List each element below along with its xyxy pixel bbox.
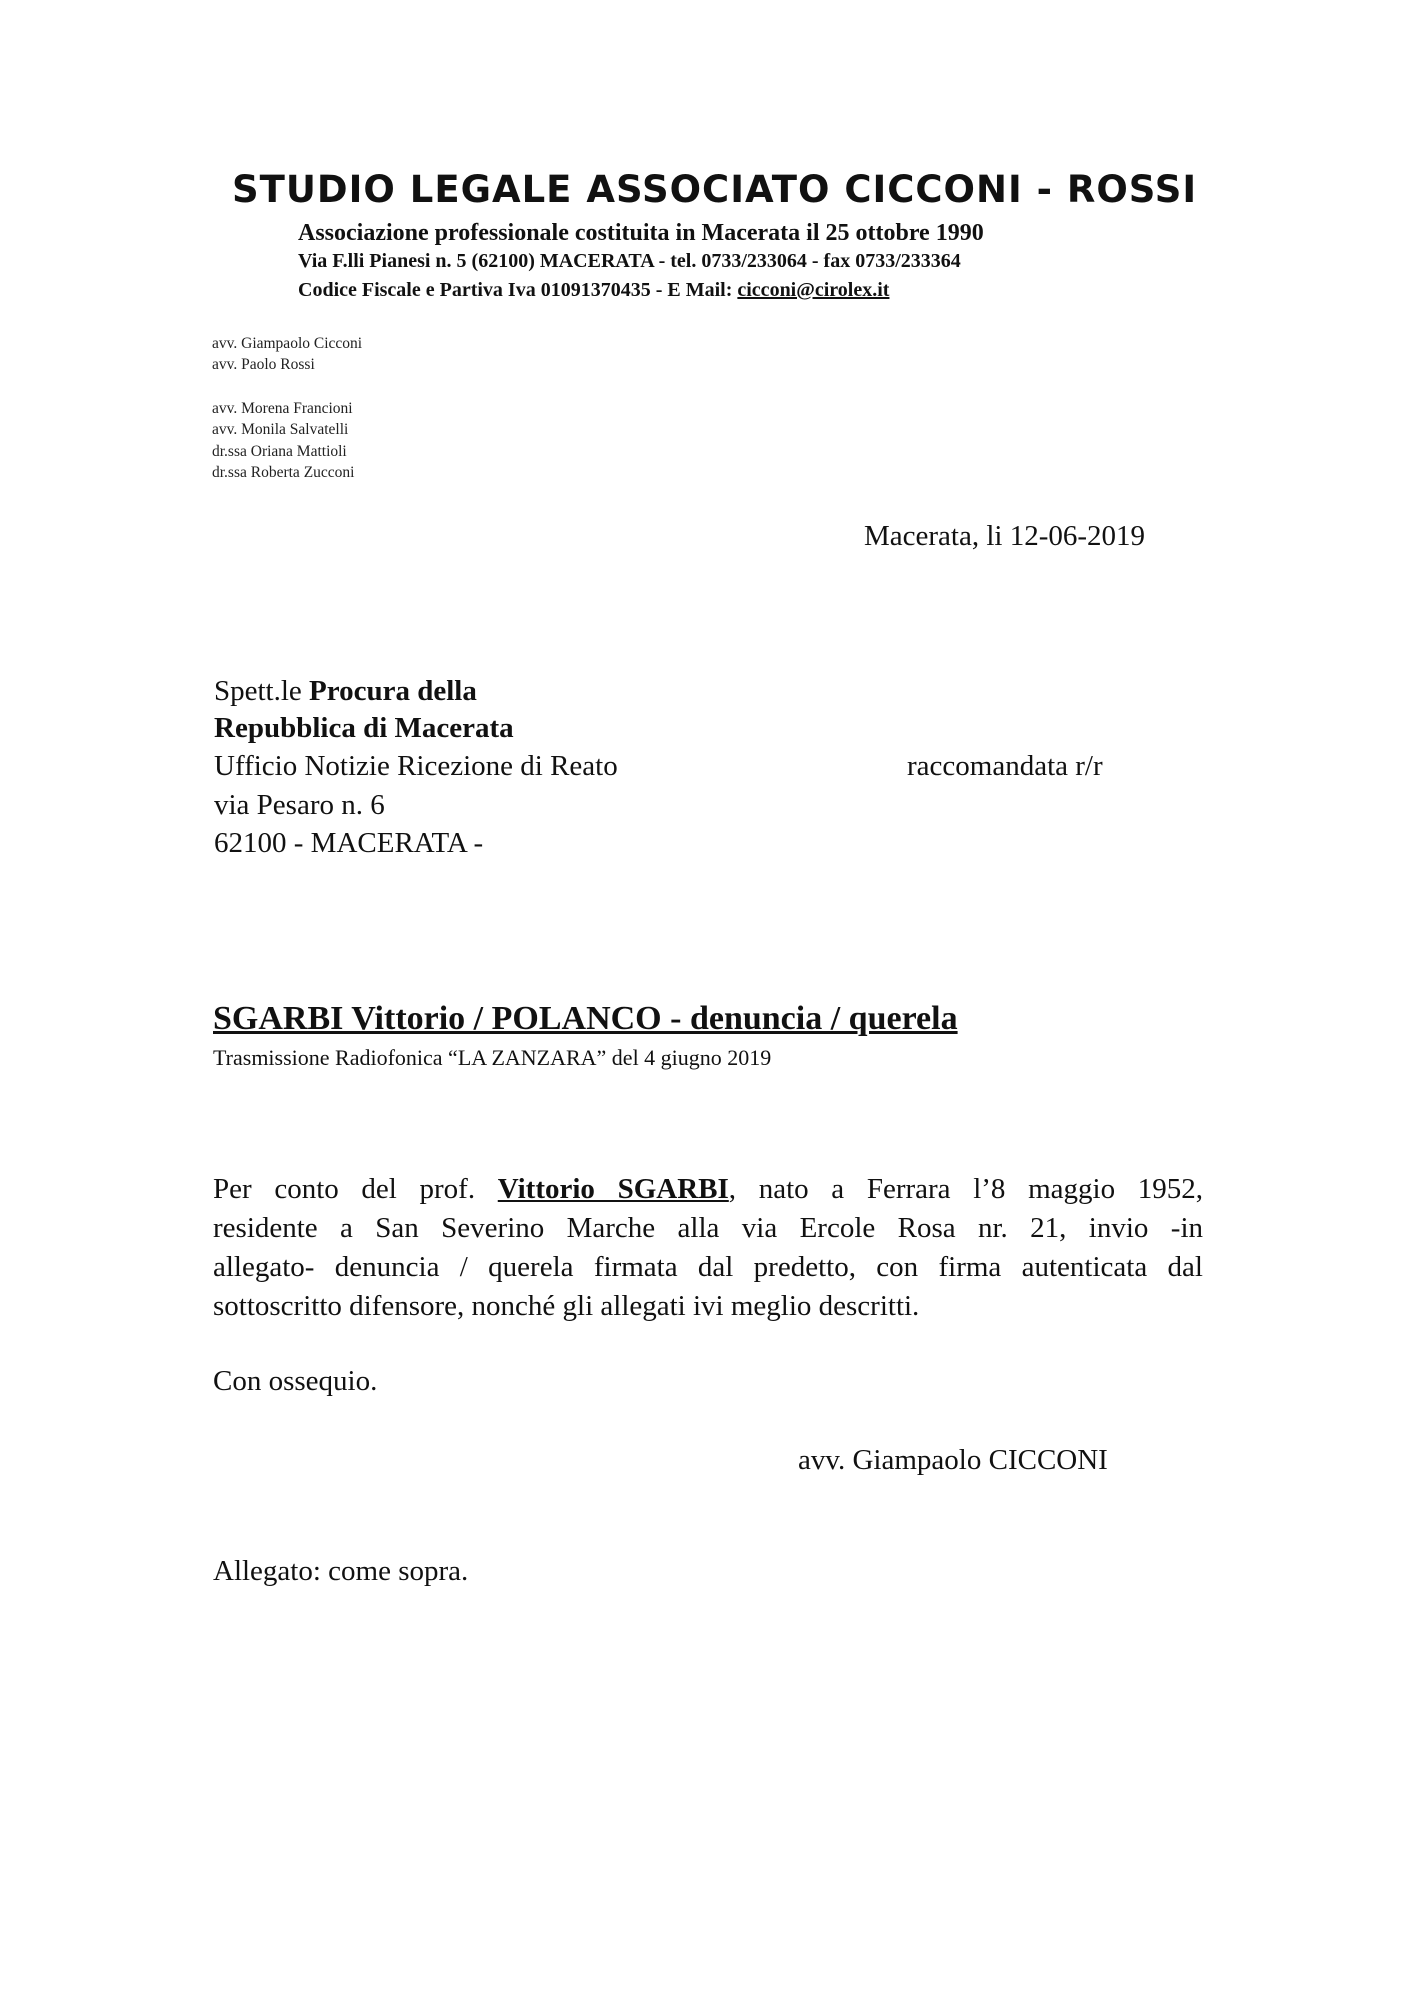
body-line: allegato- denuncia / querela firmata dal predetto, con firma autenticata dal bbox=[213, 1251, 1203, 1283]
recipient-salutation-line bbox=[214, 675, 477, 708]
lawyer-partner: avv. Giampaolo Cicconi bbox=[212, 335, 363, 352]
letter-subject: SGARBI Vittorio / POLANCO - denuncia / querela bbox=[213, 1000, 958, 1037]
firm-name: STUDIO LEGALE ASSOCIATO CICCONI - ROSSI bbox=[232, 168, 1198, 211]
letterhead-address-line: Via F.lli Pianesi n. 5 (62100) MACERATA - tel. 0733/233064 - fax 0733/233364 bbox=[298, 250, 961, 272]
letterhead-tax-id: Codice Fiscale e Partiva Iva 01091370435 - E Mail: bbox=[298, 279, 738, 301]
lawyer-associate: avv. Morena Francioni bbox=[212, 400, 353, 417]
attachment-note: Allegato: come sopra. bbox=[213, 1555, 469, 1587]
closing: Con ossequio. bbox=[213, 1365, 378, 1397]
body-line bbox=[213, 1170, 1203, 1209]
signature: avv. Giampaolo CICCONI bbox=[798, 1444, 1108, 1476]
delivery-method: raccomandata r/r bbox=[907, 750, 1103, 782]
body-line: sottoscritto difensore, nonché gli allegati ivi meglio descritti. bbox=[213, 1290, 920, 1322]
lawyer-associate: dr.ssa Oriana Mattioli bbox=[212, 443, 347, 460]
recipient-street: via Pesaro n. 6 bbox=[214, 789, 385, 821]
letter-subtitle: Trasmissione Radiofonica “LA ZANZARA” del 4 giugno 2019 bbox=[213, 1045, 772, 1070]
letter-date: Macerata, li 12-06-2019 bbox=[864, 520, 1146, 552]
letterhead-tax-email-line bbox=[298, 279, 889, 302]
recipient-name-part2: Repubblica di Macerata bbox=[214, 712, 514, 744]
body-line1-prefix: Per conto del prof. bbox=[213, 1173, 498, 1205]
body-paragraph bbox=[213, 1170, 1203, 1326]
letterhead-email-link[interactable]: cicconi@cirolex.it bbox=[737, 279, 890, 301]
recipient-office: Ufficio Notizie Ricezione di Reato bbox=[214, 750, 618, 782]
recipient-city: 62100 - MACERATA - bbox=[214, 827, 484, 859]
lawyer-associate: dr.ssa Roberta Zucconi bbox=[212, 464, 355, 481]
client-name: Vittorio SGARBI bbox=[497, 1173, 729, 1205]
body-line: residente a San Severino Marche alla via Ercole Rosa nr. 21, invio -in bbox=[213, 1212, 1203, 1244]
lawyer-associate: avv. Monila Salvatelli bbox=[212, 421, 349, 438]
recipient-name-part1: Procura della bbox=[309, 675, 477, 707]
letterhead-association-line: Associazione professionale costituita in Macerata il 25 ottobre 1990 bbox=[298, 220, 984, 246]
lawyer-partner: avv. Paolo Rossi bbox=[212, 356, 315, 373]
body-line1-suffix: , nato a Ferrara l’8 maggio 1952, bbox=[728, 1173, 1204, 1205]
recipient-salutation: Spett.le bbox=[214, 675, 310, 707]
